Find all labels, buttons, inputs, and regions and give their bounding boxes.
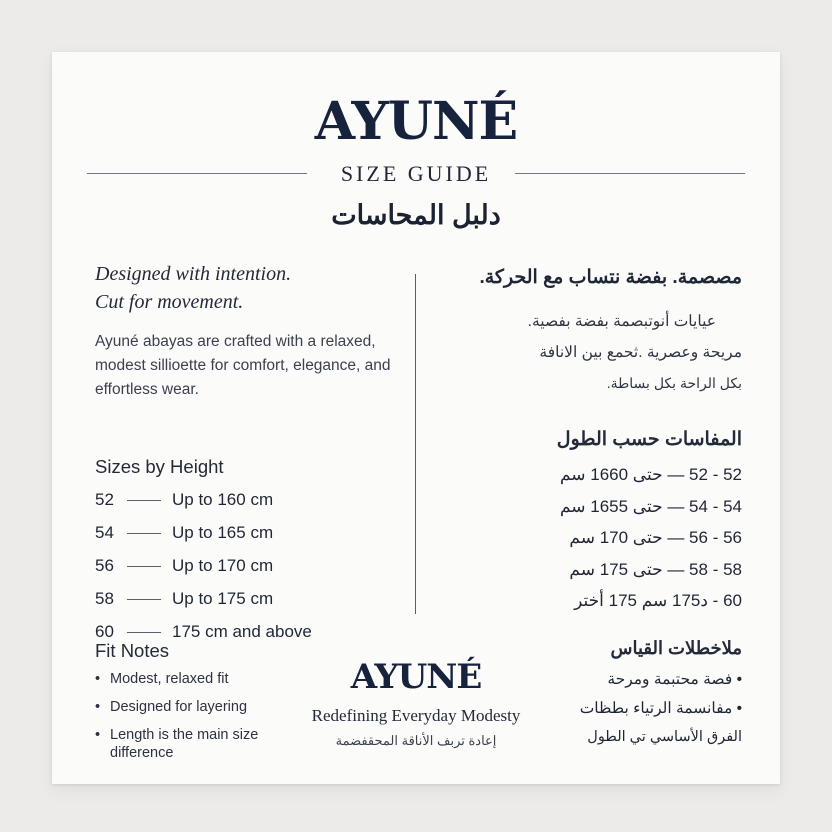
- size-height: Up to 160 cm: [172, 490, 274, 509]
- size-row: [95, 550, 355, 583]
- dash-rule: [127, 566, 161, 567]
- brand-logo: AYUNÉ: [314, 91, 518, 152]
- fit-note-item: • Modest, relaxed fit: [95, 670, 295, 688]
- dash-rule: [127, 533, 161, 534]
- size-row-ar: 60 - د175 سم 175 أختر: [574, 591, 742, 610]
- footer-brand-logo: AYUNÉ: [350, 657, 482, 697]
- fit-notes-title-en: Fit Notes: [95, 640, 170, 661]
- size-number: 60: [95, 622, 114, 641]
- size-guide-title-arabic: دلبل المحاسات: [331, 200, 501, 230]
- size-row-ar: 58 - 58 — حتى 175 سم: [569, 559, 742, 579]
- size-row-ar: 54 - 54 — حتى 1655 سم: [559, 496, 742, 516]
- description-ar: [462, 306, 742, 399]
- size-number: 58: [95, 589, 114, 608]
- fit-note-item-ar: • مفانسمة الرتياء بطظات: [492, 694, 742, 723]
- size-row-ar: 52 - 52 — حتى 1660 سم: [559, 465, 742, 484]
- footer-motto: Redefining Everyday Modesty: [311, 706, 521, 725]
- dash-rule: [127, 632, 161, 633]
- sizes-title-en: Sizes by Height: [95, 456, 224, 477]
- fit-notes-title-ar: ملاخطلات القياس: [610, 638, 742, 658]
- size-height: Up to 165 cm: [172, 523, 274, 542]
- size-guide-heading: [87, 160, 745, 188]
- tagline-line-1: Designed with intention.: [95, 263, 292, 285]
- tagline-line-2: Cut for movement.: [95, 291, 244, 313]
- size-height: Up to 170 cm: [172, 556, 274, 575]
- size-guide-title: SIZE GUIDE: [340, 161, 492, 186]
- size-guide-card: [52, 52, 780, 784]
- dash-rule: [127, 500, 161, 501]
- size-number: 56: [95, 556, 114, 575]
- column-divider: [415, 274, 416, 614]
- tagline-en: [95, 260, 291, 316]
- sizes-by-height-ar: [482, 428, 742, 617]
- fit-notes-list: [95, 670, 295, 762]
- size-row: [95, 583, 355, 616]
- sizes-title-ar: المفاسات حسب الطول: [556, 429, 742, 450]
- description-ar-line: مريحة وعصرية .ثحمع بين الانافة: [539, 344, 742, 361]
- fit-notes-en: [95, 640, 295, 772]
- tagline-ar: مصصمة. بفضة نتساب مع الحركة.: [479, 267, 742, 288]
- fit-note-item: • Length is the main size difference: [95, 726, 295, 762]
- size-row: [95, 517, 355, 550]
- description-ar-line: بكل الراحة بكل بساطة.: [606, 375, 742, 391]
- footer-motto-arabic: إعادة تربف الأناقة المحقفضمة: [335, 733, 497, 748]
- fit-note-item-ar: • فصة محتبمة ومرحة: [492, 665, 742, 694]
- description-ar-line: عيايات أنوتبصمة بفضة بفصية.: [527, 313, 716, 330]
- size-height: Up to 175 cm: [172, 589, 274, 608]
- size-row: [95, 484, 355, 517]
- description-en: Ayuné abayas are crafted with a relaxed, modest sillioette for comfort, elegance, and effortless wear.: [95, 333, 391, 398]
- size-number: 54: [95, 523, 114, 542]
- dash-rule: [127, 599, 161, 600]
- size-height: 175 cm and above: [172, 622, 312, 641]
- fit-note-item: • Designed for layering: [95, 698, 295, 716]
- sizes-by-height-en: [95, 456, 355, 649]
- heading-rule-right: [515, 173, 745, 174]
- size-number: 52: [95, 490, 114, 509]
- size-row-ar: 56 - 56 — حتى 170 سم: [569, 528, 742, 547]
- fit-note-continuation-ar: الفرق الأساسي تي الطول: [587, 729, 742, 745]
